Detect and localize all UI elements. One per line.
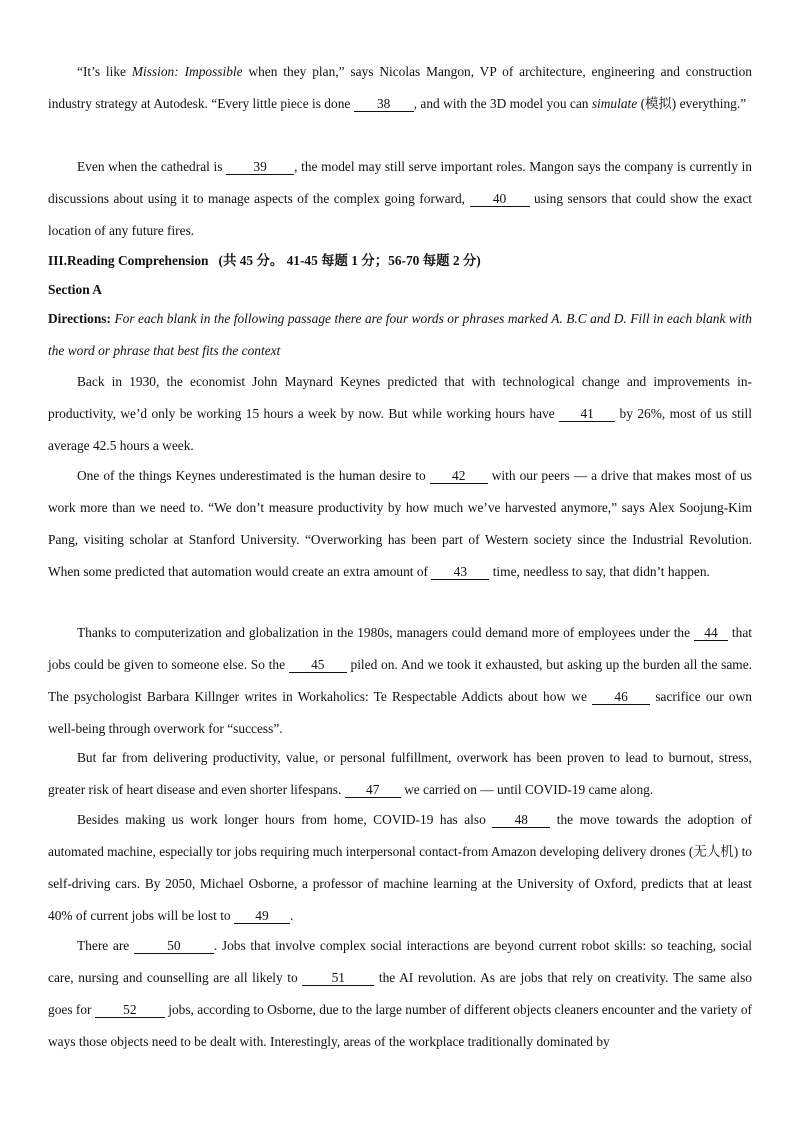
blank-43[interactable]: 43: [431, 565, 489, 580]
text: the AI revolution. As are jobs that rely on creativity. The same also goes for: [48, 970, 752, 1017]
text: Back in 1930, the economist John Maynard Keynes predicted that with technological change and improvements in-productivity, we’d only be working 15 hours a week by now. But while working hours have: [48, 374, 752, 421]
text: (模拟) everything.”: [637, 96, 747, 111]
blank-47[interactable]: 47: [345, 783, 401, 798]
text: “It’s like: [77, 64, 132, 79]
paragraph-mission-impossible: [48, 56, 752, 120]
blank-51[interactable]: 51: [302, 971, 374, 986]
text: sacrifice our own well-being through overwork for “success”.: [48, 689, 752, 736]
text: we carried on — until COVID-19 came along.: [400, 782, 654, 797]
text: Even when the cathedral is: [77, 159, 227, 174]
text: time, needless to say, that didn’t happen.: [489, 564, 710, 579]
paragraph-covid: [48, 804, 752, 932]
blank-48[interactable]: 48: [492, 813, 550, 828]
text: with our peers — a drive that makes most of us work more than we need to. “We don’t measure productivity by how much we’ve harvested anymore,” says Alex Soojung-Kim Pang, visiting scholar at Stanford University. “Overworking has been part of Western society since the Industrial Revolution. When some predicted that automation would create an extra amount of: [48, 468, 752, 579]
text: the move towards the adoption of automated machine, especially tor jobs requiring much interpersonal contact-from Amazon developing delivery drones (无人机) to self-driving cars. By 2050, Michael Osborne, a professor of machine learning at the University of Oxford, predicts that at least 40% of current jobs will be lost to: [48, 812, 753, 923]
blank-52[interactable]: 52: [95, 1003, 165, 1018]
text: jobs, according to Osborne, due to the large number of different objects cleaners encounter and the variety of ways those objects need to be dealt with. Interestingly, areas of the workplace traditionally dominated by: [48, 1002, 752, 1049]
blank-46[interactable]: 46: [592, 690, 650, 705]
italic-word: simulate: [591, 96, 638, 111]
blank-49[interactable]: 49: [234, 909, 290, 924]
text: Besides making us work longer hours from home, COVID-19 has also: [77, 812, 493, 827]
paragraph-human-desire: [48, 460, 752, 588]
blank-45[interactable]: 45: [289, 658, 347, 673]
paragraph-jobs: [48, 930, 752, 1058]
paragraph-cathedral: [48, 151, 752, 247]
text: piled on. And we took it exhausted, but asking up the burden all the same. The psychologist Barbara Killnger writes in Workaholics: Te Respectable Addicts about how we: [48, 657, 752, 704]
text: .: [289, 908, 294, 923]
paragraph-burnout: [48, 742, 752, 806]
text: that jobs could be given to someone else. So the: [48, 625, 752, 672]
text: But far from delivering productivity, value, or personal fulfillment, overwork has been proven to lead to burnout, stress, greater risk of heart disease and even shorter lifespans.: [48, 750, 752, 797]
italic-title: Mission: Impossible: [131, 64, 243, 79]
blank-44[interactable]: 44: [694, 626, 728, 641]
text: by 26%, most of us still average 42.5 hours a week.: [48, 406, 752, 453]
blank-50[interactable]: 50: [134, 939, 214, 954]
text: . Jobs that involve complex social interactions are beyond current robot skills: so teaching, social care, nursing and counselling are all likely to: [48, 938, 753, 985]
text: One of the things Keynes underestimated is the human desire to: [77, 468, 430, 483]
blank-38[interactable]: 38: [354, 97, 414, 112]
text: Thanks to computerization and globalization in the 1980s, managers could demand more of employees under the: [77, 625, 694, 640]
text: There are: [77, 938, 134, 953]
text: when they plan,” says Nicolas Mangon, VP of architecture, engineering and construction industry strategy at Autodesk. “Every little piece is done: [48, 64, 752, 111]
section-heading: III.Reading Comprehension (共 45 分。 41-45 每题 1 分；56-70 每题 2 分): [48, 253, 481, 268]
blank-40[interactable]: 40: [470, 192, 530, 207]
directions-text: For each blank in the following passage there are four words or phrases marked A. B.C and D. Fill in each blank with the word or phrase that best fits the context: [48, 311, 752, 358]
blank-41[interactable]: 41: [559, 407, 615, 422]
blank-42[interactable]: 42: [430, 469, 488, 484]
directions-label: Directions:: [48, 311, 111, 326]
paragraph-keynes: [48, 366, 752, 462]
blank-39[interactable]: 39: [226, 160, 294, 175]
paragraph-computerization: [48, 617, 752, 745]
text: , the model may still serve important roles. Mangon says the company is currently in discussions about using it to manage aspects of the complex going forward,: [48, 159, 752, 206]
section-a-heading: Section A: [48, 282, 102, 297]
text: using sensors that could show the exact location of any future fires.: [48, 191, 752, 238]
directions: [48, 303, 752, 367]
text: , and with the 3D model you can: [413, 96, 592, 111]
